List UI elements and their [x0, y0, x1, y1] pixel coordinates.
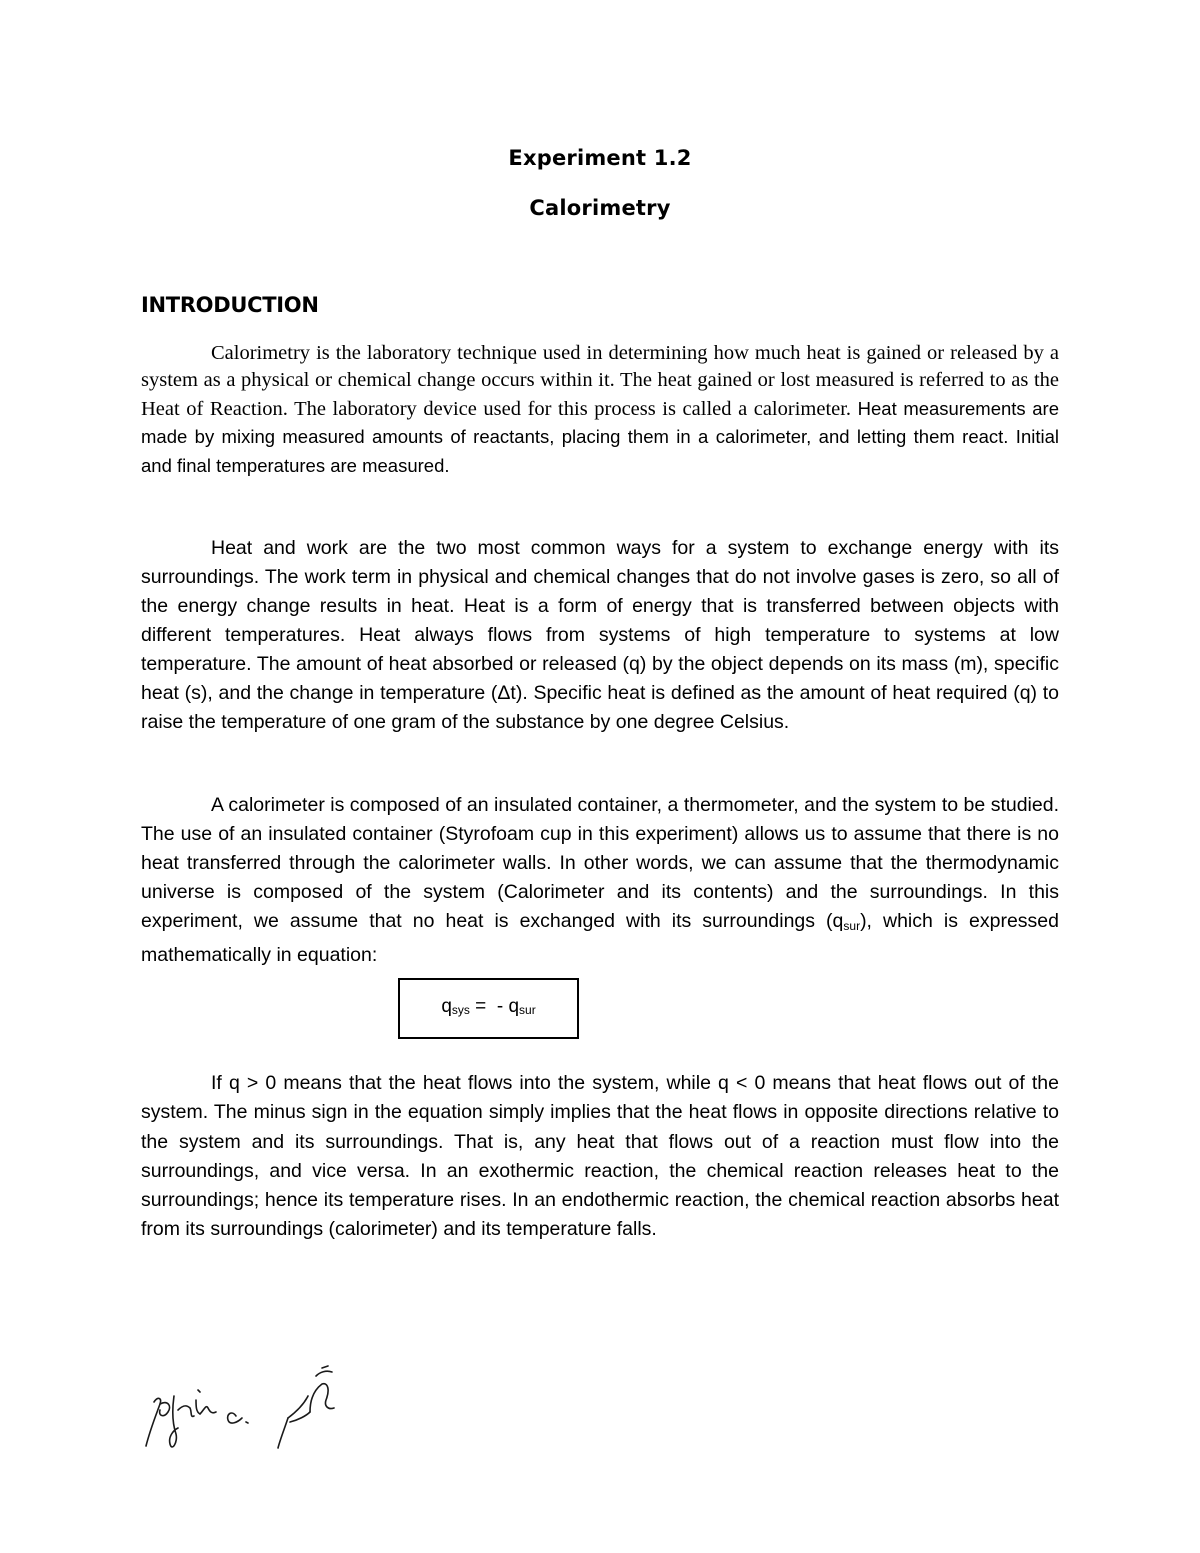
equation-rhs-subscript: sur: [519, 1003, 536, 1017]
paragraph-3-end-text: ), which is expressed mathematically in equation:: [141, 910, 1059, 966]
equation-operator: = -: [469, 996, 509, 1017]
equation-rhs: q: [508, 996, 520, 1017]
handwritten-signature: [138, 1360, 368, 1460]
document-title: Experiment 1.2: [508, 146, 692, 170]
equation: [400, 996, 577, 1018]
document-subtitle: Calorimetry: [529, 196, 671, 220]
section-heading-introduction: INTRODUCTION: [141, 293, 319, 317]
paragraph-4: If q > 0 means that the heat flows into the system, while q < 0 means that heat flows out of the system. The minus sign in the equation simply implies that the heat flows in opposite directions relative to the system and its surroundings. That is, any heat that flows out of a reaction must flow into the surroundings, and vice versa. In an exothermic reaction, the chemical reaction releases heat to the surroundings; hence its temperature rises. In an endothermic reaction, the chemical reaction absorbs heat from its surroundings (calorimeter) and its temperature falls.: [141, 1072, 1059, 1241]
paragraph-3: [141, 791, 1059, 970]
paragraph-1-sans-text: Heat measurements are made by mixing measured amounts of reactants, placing them in a calorimeter, and letting them react. Initial and final temperatures are measured.: [141, 397, 1059, 476]
paragraph-1: [141, 340, 1059, 480]
equation-lhs-subscript: sys: [451, 1003, 470, 1017]
equation-box: [398, 978, 579, 1039]
paragraph-3-subscript: sur: [843, 919, 861, 933]
paragraph-3-text: A calorimeter is composed of an insulated container, a thermometer, and the system to be studied. The use of an insulated container (Styrofoam cup in this experiment) allows us to assume that there is no heat transferred through the calorimeter walls. In other words, we can assume that the thermodynamic universe is composed of the system (Calorimeter and its contents) and the surroundings. In this experiment, we assume that no heat is exchanged with its surroundings (q: [141, 794, 1059, 932]
paragraph-1-serif-text: Calorimetry is the laboratory technique used in determining how much heat is gained or released by a system as a physical or chemical change occurs within it. The heat gained or lost measured is referred to as the Heat of Reaction. The laboratory device used for this process is called a calorimeter.: [141, 342, 1059, 420]
paragraph-2: Heat and work are the two most common ways for a system to exchange energy with its surroundings. The work term in physical and chemical changes that do not involve gases is zero, so all of the energy change results in heat. Heat is a form of energy that is transferred between objects with different temperatures. Heat always flows from systems of high temperature to systems at low temperature. The amount of heat absorbed or released (q) by the object depends on its mass (m), specific heat (s), and the change in temperature (Δt). Specific heat is defined as the amount of heat required (q) to raise the temperature of one gram of the substance by one degree Celsius.: [141, 537, 1059, 733]
equation-lhs: q: [441, 996, 452, 1017]
